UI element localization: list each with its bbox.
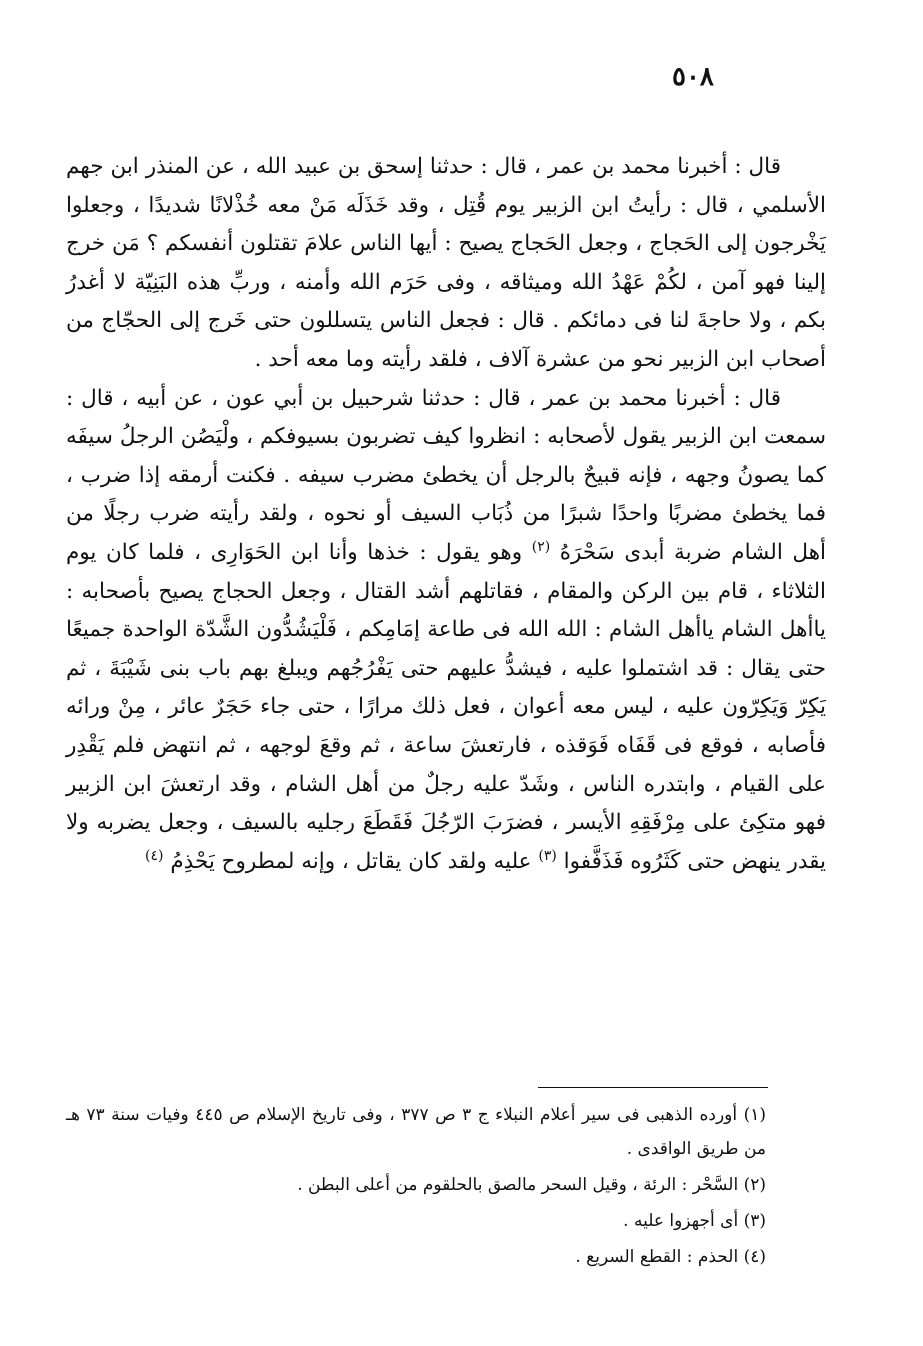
- paragraph-2-part-1: قال : أخبرنا محمد بن عمر ، قال : حدثنا شرحبيل بن أبي عون ، عن أبيه ، قال : سمعت ابن الزبير يقول لأصحابه : انظروا كيف تضربون بسيوفكم ، ولْيَصُن الرجلُ سيفَه كما يصونُ وجهه ، فإنه قبيحٌ بالرجل أن يخطئ مضرب سيفه . فكنت أرمقه إذا ضرب ، فما يخطئ مضربًا واحدًا شبرًا من ذُبَاب السيف أو نحوه ، ولقد رأيته ضرب رجلًا من أهل الشام ضربة أبدى سَحْرَهُ: [66, 385, 827, 565]
- footnote-marker-4: (٤): [145, 847, 164, 864]
- main-text: [66, 148, 826, 881]
- footnote-marker-2: (٢): [531, 538, 551, 555]
- paragraph-2-part-3: عليه ولقد كان يقاتل ، وإنه لمطروح يَحْذِمُ: [170, 848, 532, 874]
- paragraph-1: قال : أخبرنا محمد بن عمر ، قال : حدثنا إسحق بن عبيد الله ، عن المنذر ابن جهم الأسلمي ، قال : رأيتُ ابن الزبير يوم قُتِل ، وقد خَذَلَه مَنْ معه خُذْلانًا شديدًا ، وجعلوا يَخْرجون إلى الحَجاج ، وجعل الحَجاج يصيح : أيها الناس علامَ تقتلون أنفسكم ؟ مَن خرج إلينا فهو آمن ، لكُمْ عَهْدُ الله وميثاقه ، وفى حَرَم الله وأمنه ، وربِّ هذه البَنِيّة لا أغدرُ بكم ، ولا حاجةَ لنا فى دمائكم . قال : فجعل الناس يتسللون حتى خَرج إلى الحجّاج من أصحاب ابن الزبير نحو من عشرة آلاف ، فلقد رأيته وما معه أحد .: [66, 154, 826, 372]
- footnote-marker-3: (٣): [538, 847, 557, 864]
- footnote-1: (١) أورده الذهبى فى سير أعلام النبلاء ج ٣ ص ٣٧٧ ، وفى تاريخ الإسلام ص ٤٤٥ وفيات سنة ٧٣ هـ من طريق الواقدى .: [66, 1105, 766, 1159]
- footnotes: [66, 1098, 766, 1274]
- footnote-3: (٣) أى أجهزوا عليه .: [623, 1211, 766, 1231]
- paragraph-2-part-2: وهو يقول : خذها وأنا ابن الحَوَارِى ، فلما كان يوم الثلاثاء ، قام بين الركن والمقام ، فقاتلهم أشد القتال ، وجعل الحجاج يصيح بأصحابه : ياأهل الشام ياأهل الشام : الله الله فى طاعة إمَامِكم ، فَلْيَشُدُّون الشَّدّة الواحدة جميعًا حتى يقال : قد اشتملوا عليه ، فيشدُّ عليهم حتى يَفْرُجُهم ويبلغ بهم باب بنى شَيْبَةَ ، ثم يَكِرّ وَيَكِرّون عليه ، ليس معه أعوان ، فعل ذلك مرارًا ، حتى جاء حَجَرٌ عائر ، مِنْ ورائه فأصابه ، فوقع فى قَفَاه فَوَقذه ، فارتعشَ ساعة ، ثم وقعَ لوجهه ، ثم انتهض فلم يَقْدِر على القيام ، وابتدره الناس ، وشَدّ عليه رجلٌ من أهل الشام ، وقد ارتعشَ ابن الزبير فهو متكِئ على مِرْفَقِهِ الأيسر ، فضرَبَ الرّجُلَ فَقَطَعَ رجليه بالسيف ، وجعل يضربه ولا يقدر ينهض حتى كَثَرُوه فَذَفَّفوا: [66, 539, 826, 874]
- paragraph-2: [66, 380, 826, 882]
- footnote-2: (٢) السَّحْر : الرئة ، وقيل السحر مالصق بالحلقوم من أعلى البطن .: [297, 1175, 766, 1195]
- page-number: ٥٠٨: [672, 62, 714, 92]
- footnote-4: (٤) الحذم : القطع السريع .: [575, 1247, 766, 1267]
- footnote-divider: [538, 1087, 768, 1088]
